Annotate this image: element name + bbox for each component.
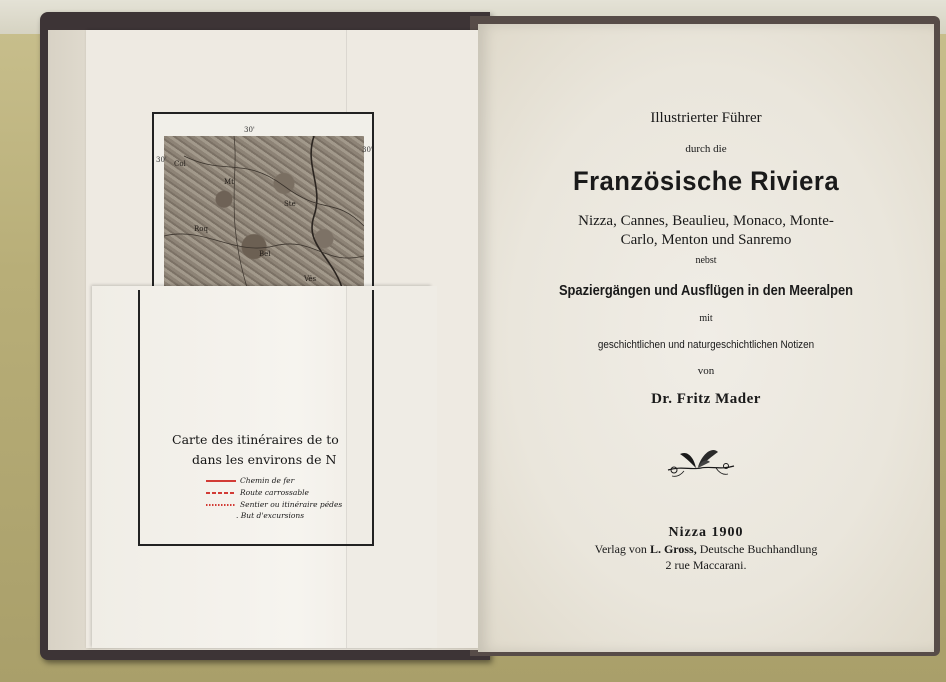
place-year: Nizza 1900 xyxy=(668,525,744,540)
places-line-2: Carlo, Menton und Sanremo xyxy=(620,232,792,248)
von-text: von xyxy=(697,365,715,377)
places-line-1: Nizza, Cannes, Beaulieu, Monaco, Monte- xyxy=(578,213,834,229)
mit-text: mit xyxy=(699,313,713,324)
red-line-icon xyxy=(206,480,236,483)
dotted-red-line-icon xyxy=(206,504,236,506)
nebst-text: nebst xyxy=(695,255,717,266)
notes-text: geschichtlichen und naturgeschichtlichen Notizen xyxy=(597,339,815,351)
svg-text:Vés: Vés xyxy=(304,275,317,283)
butterfly-flower-ornament-icon xyxy=(666,440,736,480)
title-line-2: durch die xyxy=(685,143,727,155)
publisher-name: L. Gross, xyxy=(649,542,697,556)
map-overlay xyxy=(164,136,364,294)
subtitle: Spaziergängen und Ausflügen in den Meeralpen xyxy=(558,282,854,299)
publisher-line xyxy=(478,542,934,557)
legend-item-path xyxy=(206,500,356,511)
dashed-red-line-icon xyxy=(206,492,236,494)
legend-title: Carte des itinéraires de to xyxy=(172,432,339,447)
legend-item-label: . But d'excursions xyxy=(236,511,305,520)
publisher-suffix: Deutsche Buchhandlung xyxy=(696,542,818,556)
publisher-address: 2 rue Maccarani. xyxy=(665,558,747,572)
legend-item-label: Route carrossable xyxy=(240,488,309,497)
book-title: Französische Riviera xyxy=(572,166,840,196)
svg-text:Mt: Mt xyxy=(224,178,234,186)
svg-text:Col: Col xyxy=(174,160,186,168)
legend-item-destination xyxy=(236,511,386,522)
legend-item-label: Sentier ou itinéraire pédes xyxy=(240,500,343,509)
legend-item-road xyxy=(206,488,356,499)
svg-text:Roq: Roq xyxy=(194,225,208,233)
svg-text:Ste: Ste xyxy=(284,200,296,208)
legend-item-label: Chemin de fer xyxy=(240,476,295,485)
map-grid-number: 30' xyxy=(156,156,167,164)
map-grid-number: 30' xyxy=(244,126,255,134)
title-line-1: Illustrierter Führer xyxy=(650,110,762,126)
svg-text:Bel: Bel xyxy=(259,250,271,258)
author-name: Dr. Fritz Mader xyxy=(651,391,761,407)
map-grid-number: 30' xyxy=(362,146,373,154)
legend-subtitle: dans les environs de N xyxy=(192,452,337,467)
places-block xyxy=(478,212,934,250)
publisher-prefix: Verlag von xyxy=(594,542,650,556)
legend-item-railway xyxy=(206,476,356,487)
